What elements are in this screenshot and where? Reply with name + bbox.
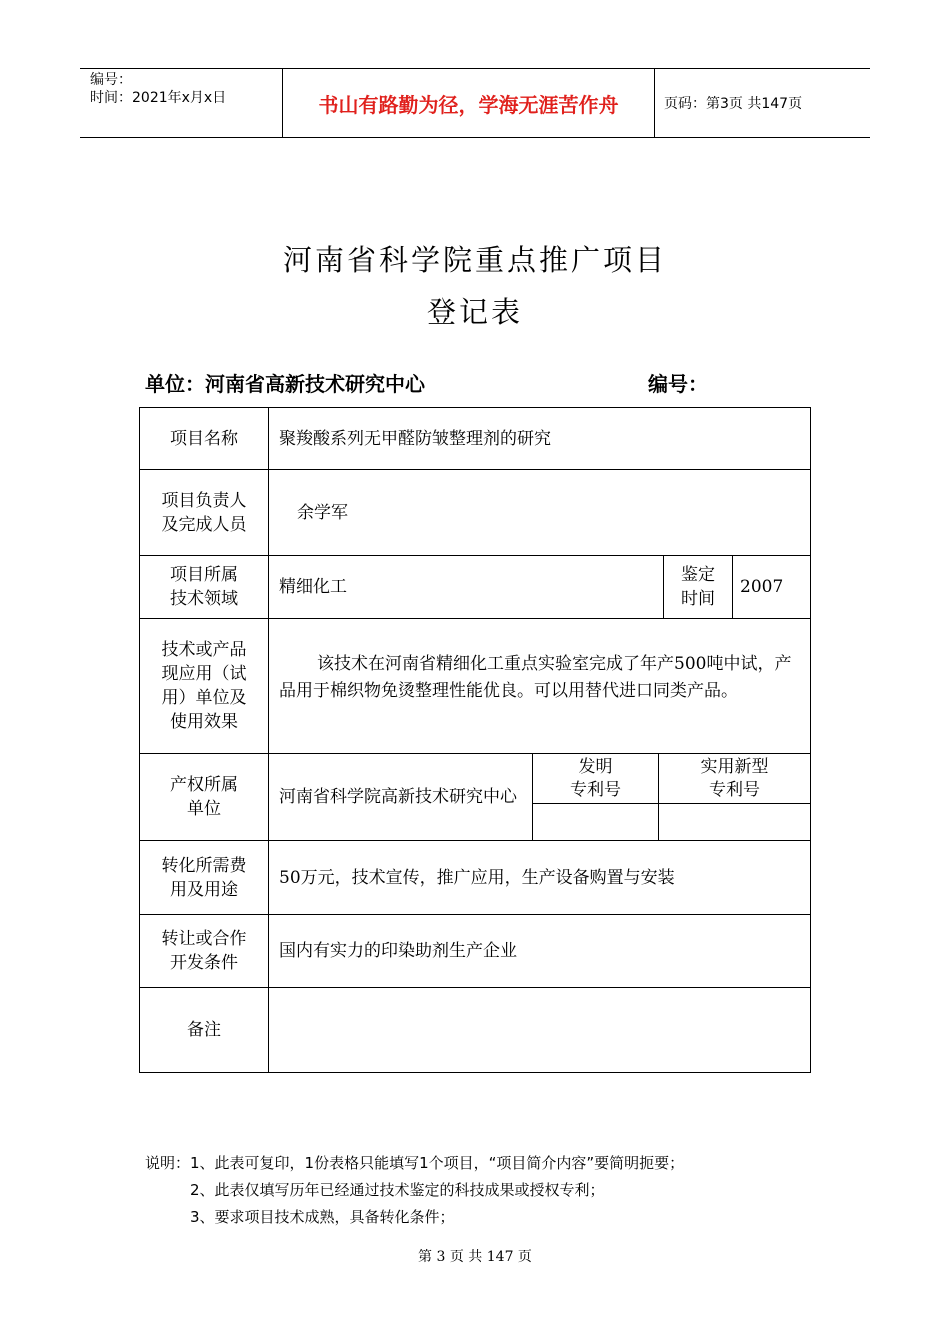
leader-label-line2: 及完成人员 <box>161 514 247 535</box>
document-subtitle: 登记表 <box>426 295 523 329</box>
appraisal-label <box>664 556 732 618</box>
header-meta <box>80 69 283 137</box>
utility-patent-number <box>659 804 810 840</box>
number-label: 编号： <box>648 372 708 396</box>
ownership-label-line2: 单位 <box>187 799 221 819</box>
field-value: 精细化工 <box>279 577 347 597</box>
utility-label-line2: 专利号 <box>709 779 760 800</box>
appraisal-year: 2007 <box>740 577 784 597</box>
ownership-label-line1: 产权所属 <box>170 775 238 795</box>
transfer-value: 国内有实力的印染助剂生产企业 <box>279 941 517 961</box>
remarks-label: 备注 <box>187 1020 221 1040</box>
invention-patent-number <box>533 804 658 840</box>
notes-section <box>145 1150 684 1231</box>
time-label: 时间：2021年x月x日 <box>90 90 227 106</box>
project-name-value: 聚羧酸系列无甲醛防皱整理剂的研究 <box>279 428 551 449</box>
leader-value: 余学军 <box>297 502 348 523</box>
usage-value: 该技术在河南省精细化工重点实验室完成了年产500吨中试，产品用于棉织物免烫整理性能优良。可以用替代进口同类产品。 <box>279 654 792 701</box>
note-2: 2、此表仅填写历年已经通过技术鉴定的科技成果或授权专利； <box>190 1181 605 1199</box>
leader-label <box>140 470 268 555</box>
leader-label-line1: 项目负责人 <box>161 490 247 511</box>
field-label <box>140 556 268 618</box>
invention-patent-label <box>533 754 658 803</box>
ownership-label <box>140 754 268 840</box>
cost-value: 50万元，技术宣传，推广应用，生产设备购置与安装 <box>279 867 675 888</box>
note-3: 3、要求项目技术成熟，具备转化条件； <box>190 1208 455 1226</box>
remarks-value <box>269 988 810 1072</box>
document-title: 河南省科学院重点推广项目 <box>282 243 667 277</box>
utility-label-line1: 实用新型 <box>700 756 769 777</box>
note-1: 说明：1、此表可复印，1份表格只能填写1个项目，“项目简介内容”要简明扼要； <box>145 1154 685 1172</box>
appraisal-label-line2: 时间 <box>681 589 715 609</box>
invention-label-line1: 发明 <box>578 756 613 777</box>
field-label-line1: 项目所属 <box>170 565 238 585</box>
utility-patent-label <box>659 754 810 803</box>
cost-label: 转化所需费用及用途 <box>161 855 247 900</box>
usage-label: 技术或产品现应用（试用）单位及使用效果 <box>161 640 247 732</box>
page-footer: 第 3 页 共 147 页 <box>418 1249 532 1265</box>
unit-label: 单位：河南省高新技术研究中心 <box>145 372 425 396</box>
serial-label: 编号： <box>90 72 132 88</box>
registration-table <box>139 407 811 1073</box>
header-motto: 书山有路勤为径，学海无涯苦作舟 <box>283 69 655 137</box>
header-page-info: 页码：第3页 共147页 <box>664 96 803 112</box>
appraisal-label-line1: 鉴定 <box>681 565 715 585</box>
transfer-label: 转让或合作开发条件 <box>161 929 247 973</box>
invention-label-line2: 专利号 <box>570 779 621 800</box>
field-label-line2: 技术领域 <box>170 589 238 609</box>
page-header <box>80 68 870 138</box>
project-name-label: 项目名称 <box>170 428 238 449</box>
ownership-value: 河南省科学院高新技术研究中心 <box>279 787 517 807</box>
